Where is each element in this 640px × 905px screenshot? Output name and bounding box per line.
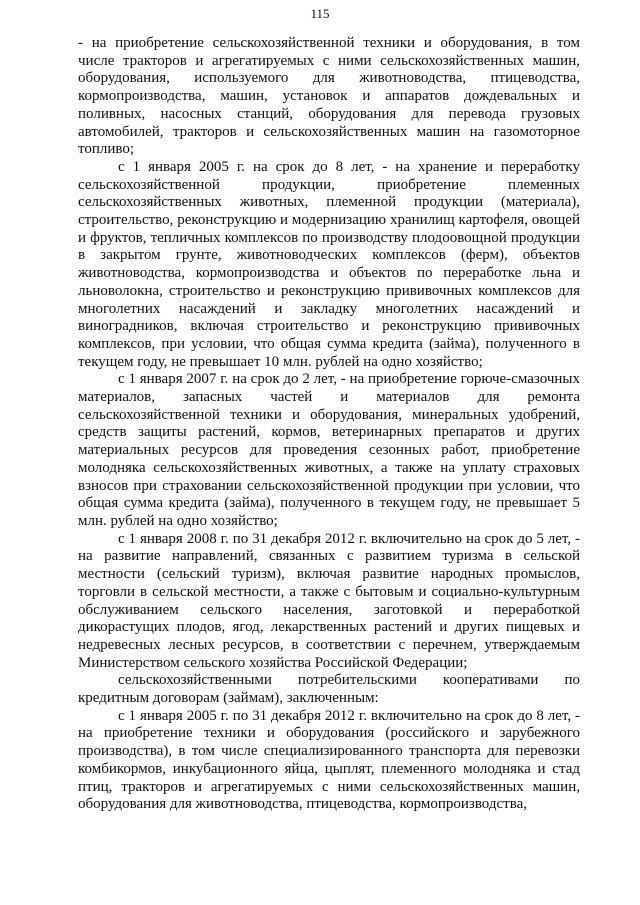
paragraph-2005-equipment-cooperatives: с 1 января 2005 г. по 31 декабря 2012 г. включительно на срок до 8 лет, - на приобретение техники и оборудования (российского и зарубежного производства), в том числе специализированного транспорта для перевозки комбикормов, инкубационного яйца, цыплят, племенного молодняка и стад птиц, тракторов и агрегатируемых с ними сельскохозяйственных машин, оборудования для животноводства, птицеводства, кормопроизводства,: [78, 707, 580, 813]
paragraph-2008-rural-tourism: с 1 января 2008 г. по 31 декабря 2012 г. включительно на срок до 5 лет, - на развитие направлений, связанных с развитием туризма в сельской местности (сельский туризм), включая развитие народных промыслов, торговли в сельской местности, а также с бытовым и социально-культурным обслуживанием сельского населения, заготовкой и переработкой дикорастущих плодов, ягод, лекарственных растений и других пищевых и недревесных лесных ресурсов, в соответствии с перечнем, утверждаемым Министерством сельского хозяйства Российской Федерации;: [78, 530, 580, 671]
document-body: [78, 35, 580, 814]
paragraph-cooperatives-intro: сельскохозяйственными потребительскими кооперативами по кредитным договорам (займам), заключенным:: [78, 672, 580, 707]
paragraph-2005-storage-processing: с 1 января 2005 г. на срок до 8 лет, - на хранение и переработку сельскохозяйственной продукции, приобретение племенных сельскохозяйственных животных, племенной продукции (материала), строительство, реконструкцию и модернизацию хранилищ картофеля, овощей и фруктов, тепличных комплексов по производству плодоовощной продукции в закрытом грунте, животноводческих комплексов (ферм), объектов животноводства, кормопроизводства и объектов по переработке льна и льноволокна, строительство и реконструкцию прививочных комплексов для многолетних насаждений и закладку многолетних насаждений и виноградников, включая строительство и реконструкцию прививочных комплексов, при условии, что общая сумма кредита (займа), полученного в текущем году, не превышает 10 млн. рублей на одно хозяйство;: [78, 158, 580, 370]
paragraph-2007-fuel-materials: с 1 января 2007 г. на срок до 2 лет, - на приобретение горюче-смазочных материалов, запасных частей и материалов для ремонта сельскохозяйственной техники и оборудования, минеральных удобрений, средств защиты растений, кормов, ветеринарных препаратов и других материальных ресурсов для проведения сезонных работ, приобретение молодняка сельскохозяйственных животных, а также на уплату страховых взносов при страховании сельскохозяйственной продукции при условии, что общая сумма кредита (займа), полученного в текущем году, не превышает 5 млн. рублей на одно хозяйство;: [78, 371, 580, 529]
paragraph-equipment-purchase: - на приобретение сельскохозяйственной техники и оборудования, в том числе тракторов и агрегатируемых с ними сельскохозяйственных машин, оборудования, используемого для животноводства, птицеводства, кормопроизводства, машин, установок и аппаратов дождевальных и поливных, насосных станций, оборудования для перевода грузовых автомобилей, тракторов и сельскохозяйственных машин на газомоторное топливо;: [78, 35, 580, 158]
page-number: 115: [310, 6, 330, 21]
